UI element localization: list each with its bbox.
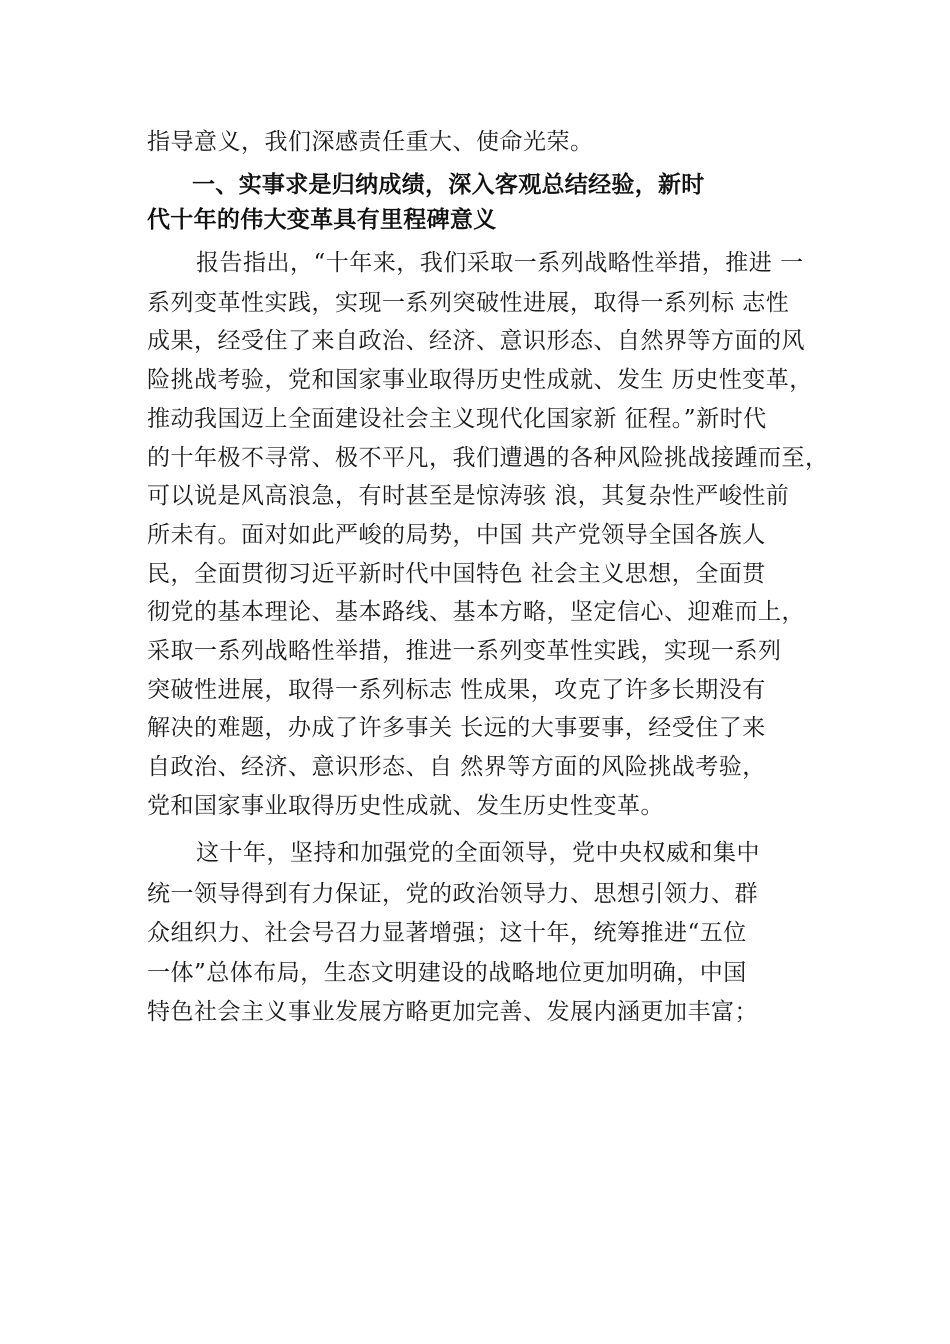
paragraph2-line: 特色社会主义事业发展方略更加完善、发展内涵更加丰富； — [147, 999, 758, 1025]
paragraph1-line: 所未有。面对如此严峻的局势，中国 共产党领导全国各族人 — [147, 522, 766, 548]
paragraph2-line: 众组织力、社会号召力显著增强；这十年，统筹推进“五位 — [147, 920, 747, 946]
paragraph1-line: 险挑战考验，党和国家事业取得历史性成就、发生 历史性变革， — [147, 367, 813, 393]
paragraph1-line: 成果，经受住了来自政治、经济、意识形态、自然界等方面的风 — [147, 328, 805, 354]
paragraph1-line: 党和国家事业取得历史性成就、发生历史性变革。 — [147, 793, 664, 819]
paragraph1-line: 解决的难题，办成了许多事关 长远的大事要事，经受住了来 — [147, 715, 766, 741]
paragraph2-line: 统一领导得到有力保证，党的政治领导力、思想引领力、群 — [147, 881, 758, 907]
paragraph1-line: 采取一系列战略性举措，推进一系列变革性实践，实现一系列 — [147, 638, 782, 664]
opening-line: 指导意义，我们深感责任重大、使命光荣。 — [147, 129, 594, 155]
paragraph1-line: 报告指出，“十年来，我们采取一系列战略性举措，推进 一 — [196, 250, 804, 276]
paragraph1-line: 突破性进展，取得一系列标志 性成果，攻克了许多长期没有 — [147, 677, 766, 703]
paragraph1-line: 可以说是风高浪急，有时甚至是惊涛骇 浪，其复杂性严峻性前 — [147, 483, 790, 509]
paragraph2-line: 这十年，坚持和加强党的全面领导，党中央权威和集中 — [196, 840, 760, 866]
paragraph1-line: 民，全面贯彻习近平新时代中国特色 社会主义思想，全面贯 — [147, 561, 766, 587]
paragraph1-line: 自政治、经济、意识形态、自 然界等方面的风险挑战考验， — [147, 754, 766, 780]
paragraph2-line: 一体”总体布局，生态文明建设的战略地位更加明确，中国 — [147, 960, 747, 986]
section-heading-line-2: 代十年的伟大变革具有里程碑意义 — [147, 207, 497, 233]
paragraph1-line: 系列变革性实践，实现一系列突破性进展，取得一系列标 志性 — [147, 290, 790, 316]
paragraph1-line: 推动我国迈上全面建设社会主义现代化国家新 征程。”新时代 — [147, 406, 767, 432]
section-heading-line-1: 一、实事求是归纳成绩，深入客观总结经验，新时 — [192, 172, 705, 198]
paragraph1-line: 彻党的基本理论、基本路线、基本方略，坚定信心、迎难而上， — [147, 599, 805, 625]
paragraph1-line: 的十年极不寻常、极不平凡，我们遭遇的各种风险挑战接踵而至， — [147, 445, 829, 471]
